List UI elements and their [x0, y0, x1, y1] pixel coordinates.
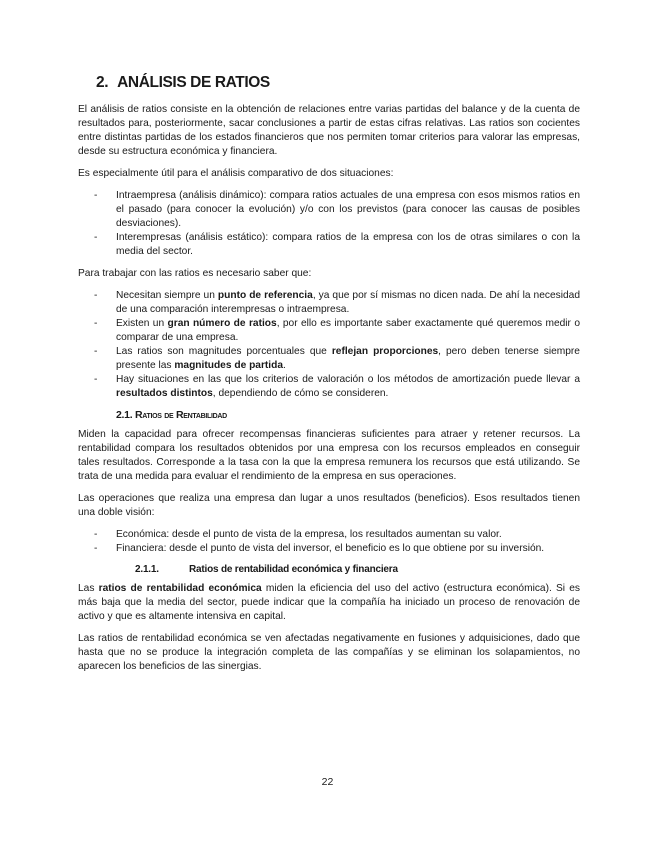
list-item: - Hay situaciones en las que los criterios de valoración o los métodos de amortización puede llevar a resultados distintos, dependiendo de cómo se consideren. — [78, 373, 580, 401]
page-number: 22 — [321, 776, 334, 788]
list-item: - Intraempresa (análisis dinámico): compara ratios actuales de una empresa con esos mismos ratios en el pasado (para conocer la evolución) y/o con los previstos (para conocer las causas de posibles desviaciones). — [78, 189, 580, 231]
comparison-list — [78, 189, 580, 259]
subsection-number: 2.1. — [116, 409, 133, 421]
subsubsection-title: Ratios de rentabilidad económica y financiera — [189, 564, 398, 575]
list-item: - Interempresas (análisis estático): compara ratios de la empresa con los de otras similares o con la media del sector. — [78, 231, 580, 259]
intro-paragraph-3: Para trabajar con las ratios es necesario saber que: — [78, 268, 312, 279]
vision-list — [78, 528, 580, 556]
section-title: ANÁLISIS DE RATIOS — [117, 74, 270, 91]
list-item: - Necesitan siempre un punto de referencia, ya que por sí mismas no dicen nada. De ahí la necesidad de una comparación interempresas o intraempresa. — [78, 289, 580, 317]
subsection-heading — [116, 409, 580, 421]
subsection-title: Ratios de Rentabilidad — [134, 409, 227, 421]
subsection-paragraph-2: Las operaciones que realiza una empresa dan lugar a unos resultados (beneficios). Esos resultados tienen una doble visión: — [78, 493, 580, 518]
list-item: - Las ratios son magnitudes porcentuales que reflejan proporciones, pero deben tenerse siempre presente las magnitudes de partida. — [78, 345, 580, 373]
subsection-paragraph-1: Miden la capacidad para ofrecer recompensas financieras suficientes para atraer y retener recursos. La rentabilidad compara los resultados obtenidos por una empresa con los recursos empleados en conseguir tales resultados. Corresponde a la tasa con la que la empresa remunera los recursos que está utilizando. Se trata de una medida para evaluar el rendimiento de la empresa en sus operaciones. — [78, 429, 580, 482]
subsubsection-paragraph-2: Las ratios de rentabilidad económica se ven afectadas negativamente en fusiones y adquisiciones, dado que hasta que no se produce la integración completa de las compañías y se eliminan los solapamientos, no aparecen los beneficios de las sinergias. — [78, 633, 580, 672]
section-heading — [96, 74, 580, 92]
subsubsection-heading — [135, 564, 580, 575]
subsubsection-number: 2.1.1. — [135, 564, 159, 575]
list-item: - Existen un gran número de ratios, por ello es importante saber exactamente qué queremos medir o comparar de una empresa. — [78, 317, 580, 345]
subsubsection-paragraph-1: Las ratios de rentabilidad económica miden la eficiencia del uso del activo (estructura económica). Si es más baja que la media del sector, puede indicar que la compañía ha iniciado un proceso de renovación de activo y que es altamente intensiva en capital. — [78, 583, 580, 622]
page-content — [78, 74, 580, 682]
intro-paragraph-2: Es especialmente útil para el análisis comparativo de dos situaciones: — [78, 168, 394, 179]
ratios-notes-list — [78, 289, 580, 401]
intro-paragraph-1: El análisis de ratios consiste en la obtención de relaciones entre varias partidas del balance y de la cuenta de resultados para, posteriormente, sacar conclusiones a partir de estas cifras relativas. Las ratios son cocientes entre distintas partidas de los estados financieros que nos permiten tomar criterios para valorar las empresas, desde su estructura económica y financiera. — [78, 104, 580, 157]
list-item: - Económica: desde el punto de vista de la empresa, los resultados aumentan su valor. — [78, 528, 580, 542]
list-item: - Financiera: desde el punto de vista del inversor, el beneficio es lo que obtiene por su inversión. — [78, 542, 580, 556]
section-number: 2. — [96, 74, 109, 91]
